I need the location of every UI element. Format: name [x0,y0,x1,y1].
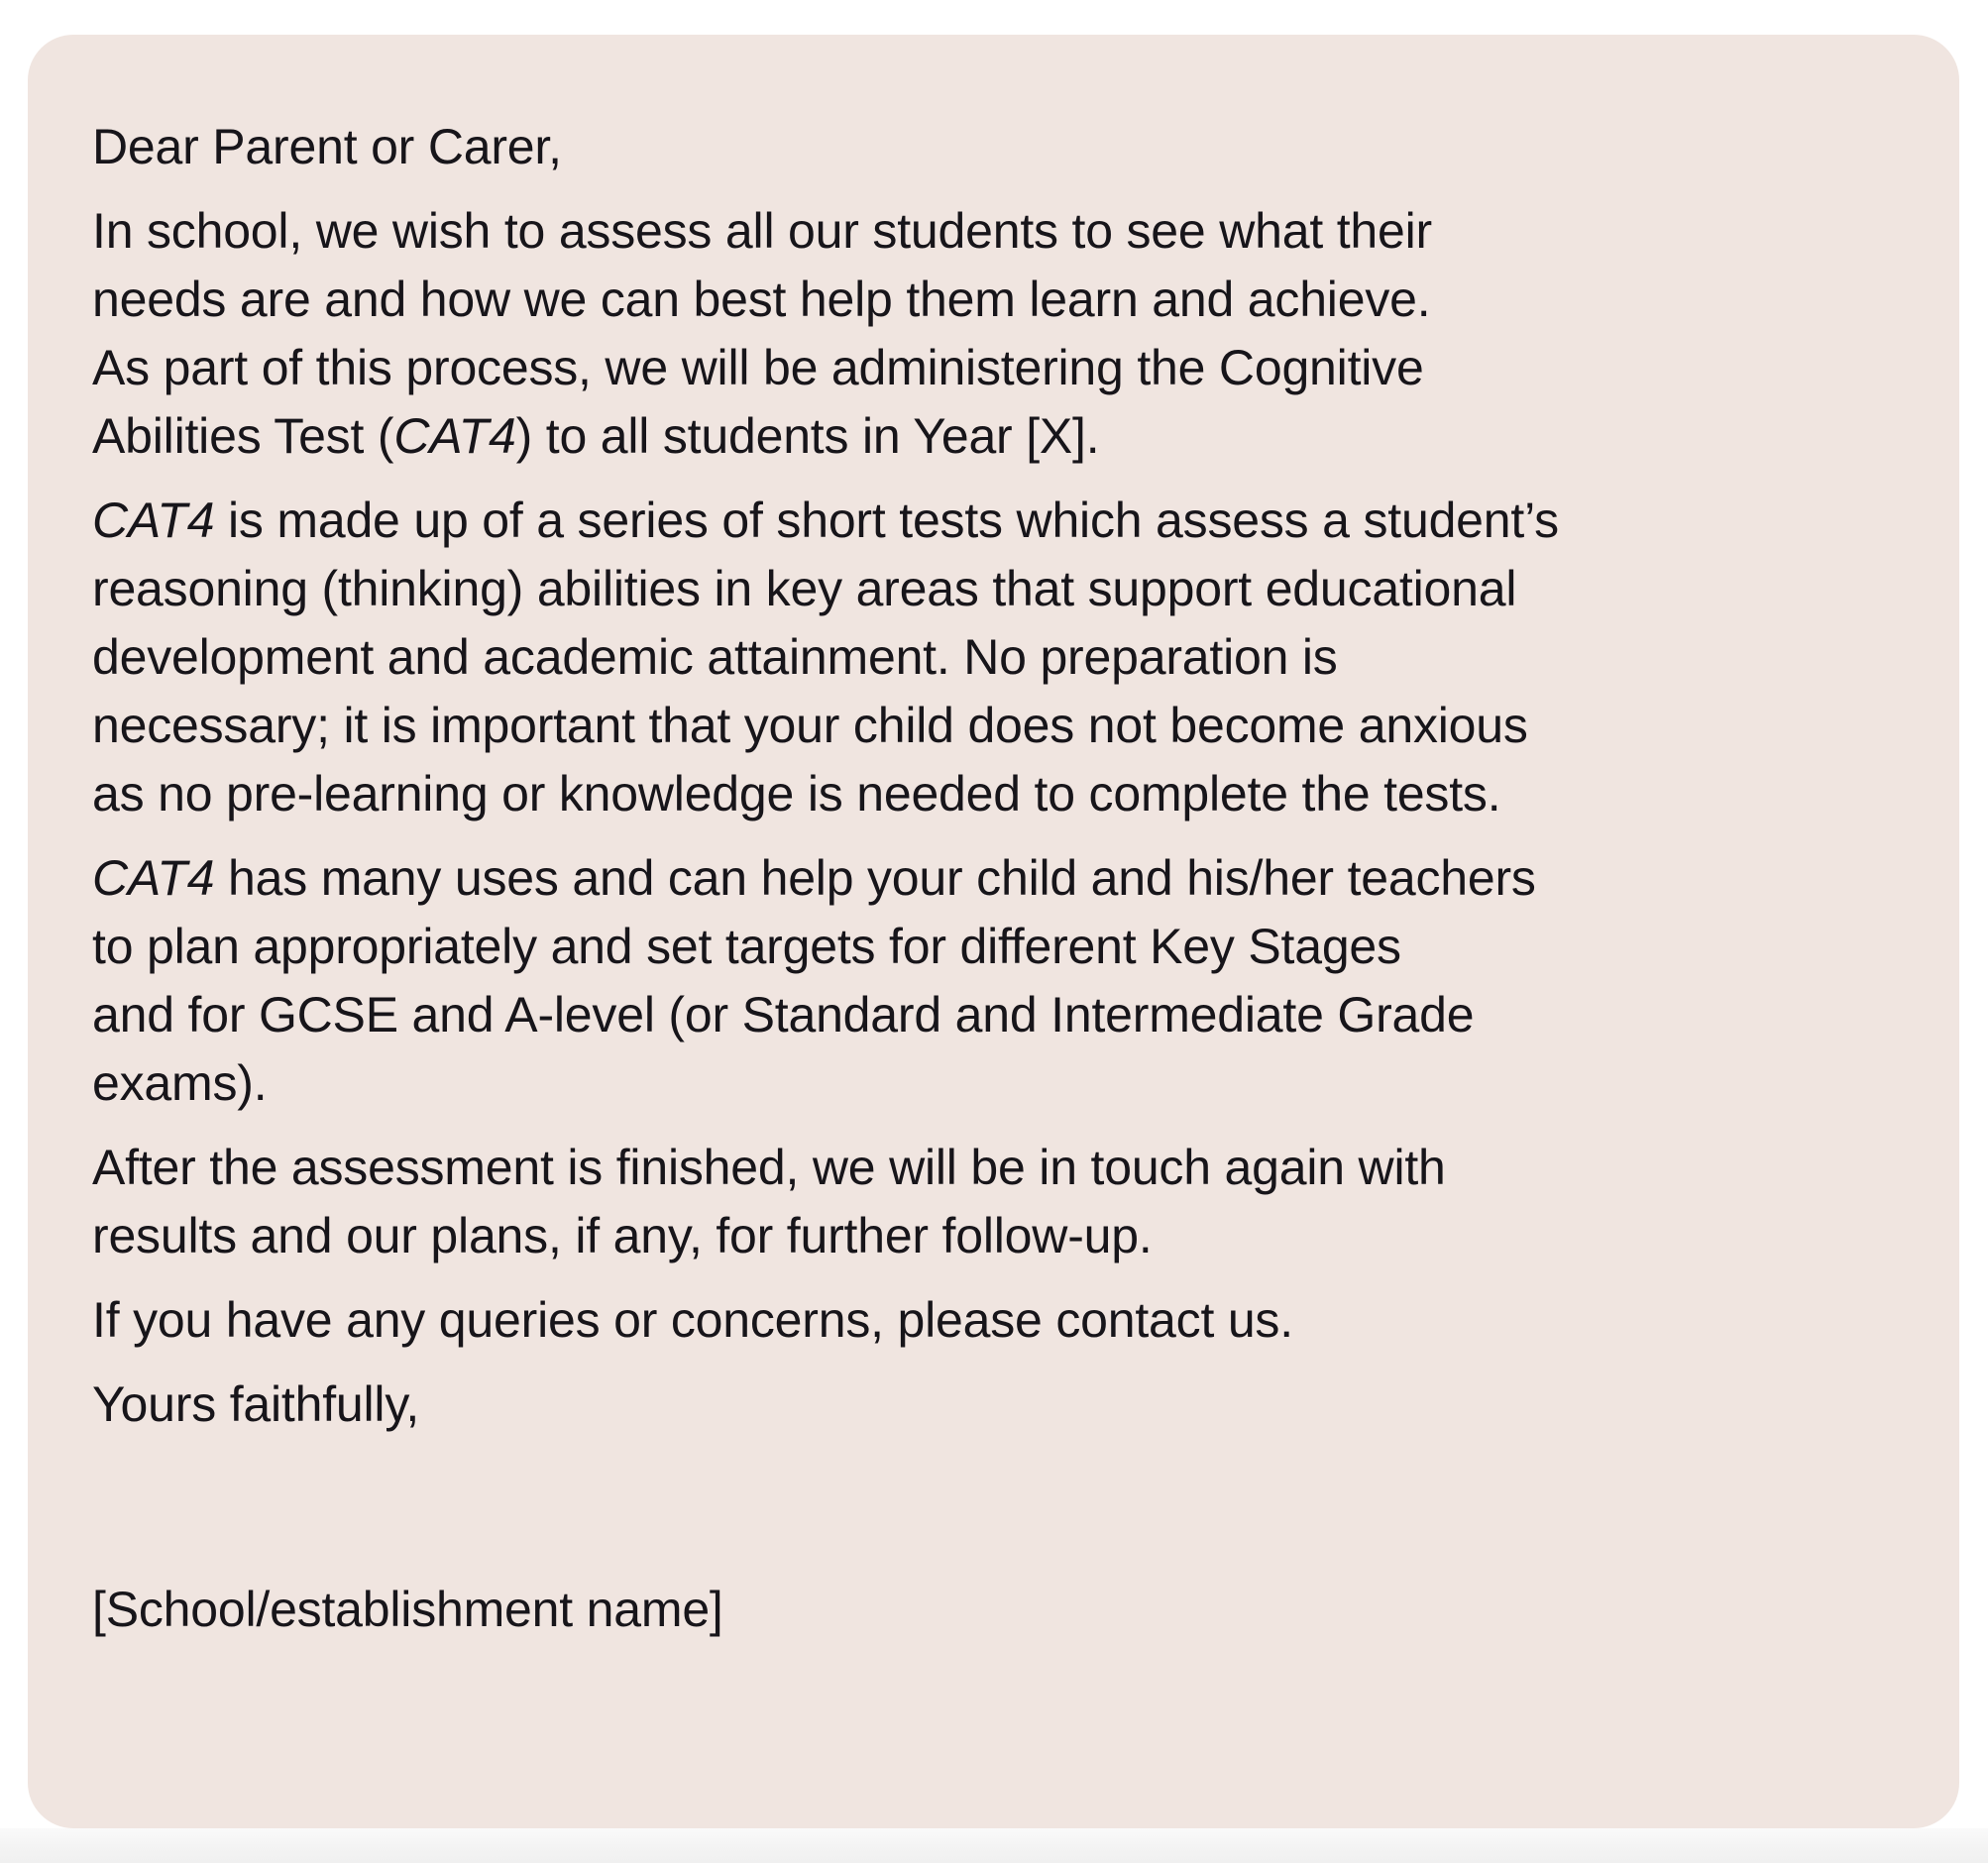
uses-line-1-rest: has many uses and can help your child and his/her teachers [214,850,1536,906]
sign-off-paragraph [92,1370,1890,1439]
uses-line-1 [92,844,1890,913]
follow-up-line-2: results and our plans, if any, for further follow-up. [92,1208,1153,1263]
salutation-paragraph [92,113,1890,181]
cat4-emphasis: CAT4 [92,850,215,906]
paragraph-follow-up [92,1134,1890,1270]
paragraph-intro [92,197,1890,471]
what-is-cat4-line-5: as no pre-learning or knowledge is needed to complete the tests. [92,766,1501,822]
what-is-cat4-line-1-rest: is made up of a series of short tests which assess a student’s [214,493,1559,548]
signature-space [92,1439,1890,1507]
cat4-emphasis: CAT4 [393,408,516,464]
page-background-strip [0,1828,1988,1863]
uses-line-4: exams). [92,1055,268,1111]
establishment-placeholder-line: [School/establishment name] [92,1582,723,1637]
paragraph-what-is-cat4 [92,487,1890,828]
follow-up-line-1: After the assessment is finished, we will be in touch again with [92,1140,1446,1195]
letter-card [28,35,1959,1828]
paragraph-contact [92,1286,1890,1355]
intro-line-3: As part of this process, we will be administering the Cognitive [92,340,1424,395]
intro-line-1: In school, we wish to assess all our students to see what their [92,203,1432,259]
letter-body [92,113,1890,1644]
what-is-cat4-line-1 [92,487,1890,555]
paragraph-uses [92,844,1890,1118]
establishment-paragraph [92,1576,1890,1644]
intro-line-4-prefix: Abilities Test ( [92,408,394,464]
sign-off-line: Yours faithfully, [92,1376,420,1432]
intro-line-4 [92,402,1890,471]
cat4-emphasis: CAT4 [92,493,215,548]
what-is-cat4-line-4: necessary; it is important that your child does not become anxious [92,698,1528,753]
contact-line-1: If you have any queries or concerns, please contact us. [92,1292,1293,1348]
intro-line-4-suffix: ) to all students in Year [X]. [515,408,1100,464]
signature-space [92,1507,1890,1576]
what-is-cat4-line-3: development and academic attainment. No preparation is [92,629,1338,685]
uses-line-3: and for GCSE and A-level (or Standard and Intermediate Grade [92,987,1475,1042]
what-is-cat4-line-2: reasoning (thinking) abilities in key areas that support educational [92,561,1517,616]
salutation-line: Dear Parent or Carer, [92,119,562,174]
intro-line-2: needs are and how we can best help them learn and achieve. [92,272,1431,327]
uses-line-2: to plan appropriately and set targets for different Key Stages [92,919,1401,974]
